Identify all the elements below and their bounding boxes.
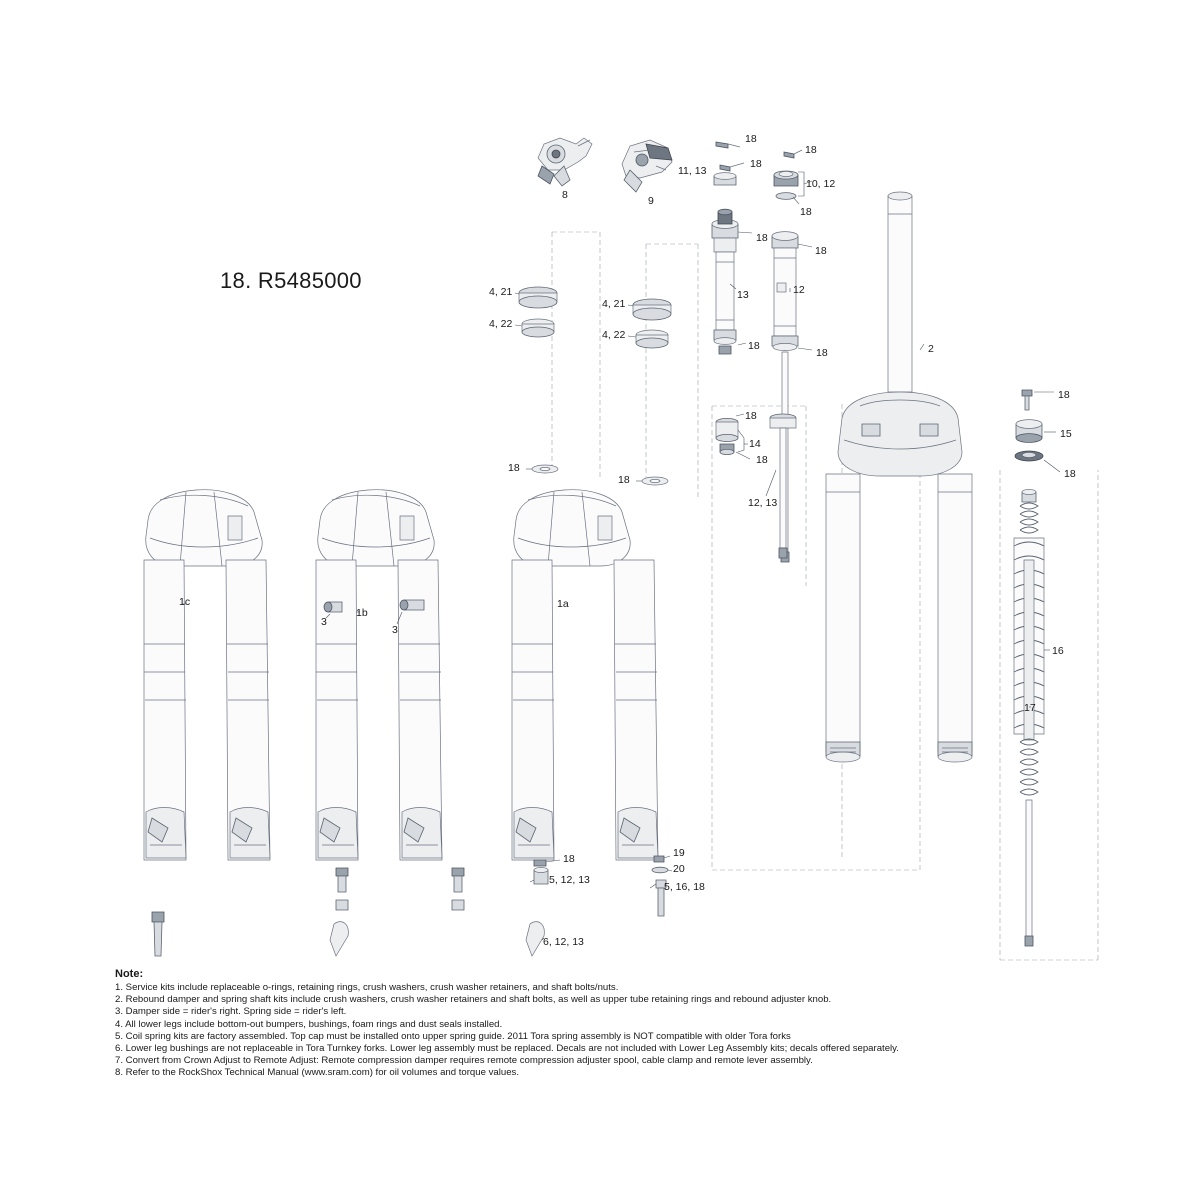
part-group-right-hardware	[1015, 390, 1060, 472]
callout-18-i: 18	[508, 462, 520, 474]
part-8-remote-lever	[538, 138, 592, 186]
callout-11-13: 11, 13	[678, 165, 707, 177]
notes-block	[115, 968, 1135, 1080]
callout-18-e: 18	[756, 232, 768, 244]
note-line-2: 2. Rebound damper and spring shaft kits include crush washers, crush washer retainers and shaft bolts, as well as upper tube retaining rings and rebound adjuster knob.	[115, 994, 832, 1006]
note-line-1: 1. Service kits include replaceable o-rings, retaining rings, crush washers, crush washer retainers, and shaft bolts/nuts.	[115, 982, 619, 993]
callout-19: 19	[673, 847, 685, 859]
callout-5-16-18: 5, 16, 18	[664, 881, 705, 893]
callout-18-a: 18	[745, 133, 757, 145]
part-16-17-coil-spring-assembly	[1014, 489, 1050, 946]
part-group-top-hardware	[714, 142, 812, 204]
callout-18-b: 18	[750, 158, 762, 170]
callout-18-k: 18	[745, 410, 757, 422]
callout-10-12: 10, 12	[806, 178, 836, 190]
callout-18-d: 18	[800, 206, 812, 218]
callout-18-m: 18	[1058, 389, 1070, 401]
callout-2: 2	[928, 343, 934, 355]
callout-17: 17	[1024, 702, 1036, 714]
note-line-8: 8. Refer to the RockShox Technical Manual (www.sram.com) for oil volumes and torque values.	[115, 1067, 520, 1079]
part-2-crown-steerer-assembly	[826, 192, 972, 762]
callout-18-h: 18	[816, 347, 828, 359]
callout-6-12-13: 6, 12, 13	[543, 936, 584, 948]
callout-18-j: 18	[618, 474, 630, 486]
callout-1b: 1b	[356, 607, 368, 619]
callout-12-13: 12, 13	[748, 497, 778, 509]
callout-5-12-13: 5, 12, 13	[549, 874, 590, 886]
callout-4-21-left: 4, 21	[489, 286, 513, 298]
callout-1a: 1a	[557, 598, 569, 610]
note-line-5: 5. Coil spring kits are factory assembled. Top cap must be installed onto upper spring guide. 2011 Tora spring assembly is NOT compatible with older Tora forks	[115, 1030, 791, 1042]
callout-4-22-right: 4, 22	[602, 329, 626, 341]
callout-4-21-right: 4, 21	[602, 298, 626, 310]
part-1a-lower-leg-assembly	[512, 490, 672, 956]
callout-18-f: 18	[815, 245, 827, 257]
part-group-seals-right	[628, 299, 671, 485]
callout-18-l: 18	[756, 454, 768, 466]
callout-16: 16	[1052, 645, 1064, 657]
note-line-3: 3. Damper side = rider's right. Spring side = rider's left.	[115, 1006, 347, 1018]
callout-3-b: 3	[392, 624, 398, 636]
callout-14: 14	[749, 438, 761, 450]
callout-1c: 1c	[179, 596, 191, 608]
callout-3-a: 3	[321, 616, 327, 628]
part-1b-lower-leg-assembly	[316, 490, 464, 956]
callout-18-o: 18	[563, 853, 575, 865]
callout-4-22-left: 4, 22	[489, 318, 513, 330]
callout-12: 12	[793, 284, 805, 296]
part-group-seals-left	[515, 287, 558, 473]
part-9-remote-assembly	[622, 140, 672, 192]
callout-8: 8	[562, 189, 568, 201]
part-13-damper-assembly	[712, 209, 752, 354]
callout-18-g: 18	[748, 340, 760, 352]
callout-13: 13	[737, 289, 749, 301]
page-title: 18. R5485000	[220, 268, 362, 293]
notes-heading: Note:	[115, 968, 144, 980]
note-line-7: 7. Convert from Crown Adjust to Remote Adjust: Remote compression damper requires remote compression adjuster spool, cable clamp and remote lever assembly.	[115, 1055, 813, 1067]
part-1c-lower-leg-assembly	[144, 490, 270, 956]
callout-15: 15	[1060, 428, 1072, 440]
note-line-4: 4. All lower legs include bottom-out bumpers, bushings, foam rings and dust seals installed.	[115, 1018, 503, 1030]
part-12-13-shaft	[766, 414, 796, 558]
callout-9: 9	[648, 195, 654, 207]
note-line-6: 6. Lower leg bushings are not replaceable in Tora Turnkey forks. Lower leg assembly must be replaced. Decals are not included with Lower Leg Assembly kits; decals offered separately.	[115, 1043, 899, 1055]
callout-18-n: 18	[1064, 468, 1076, 480]
callout-20: 20	[673, 863, 685, 875]
callout-18-c: 18	[805, 144, 817, 156]
